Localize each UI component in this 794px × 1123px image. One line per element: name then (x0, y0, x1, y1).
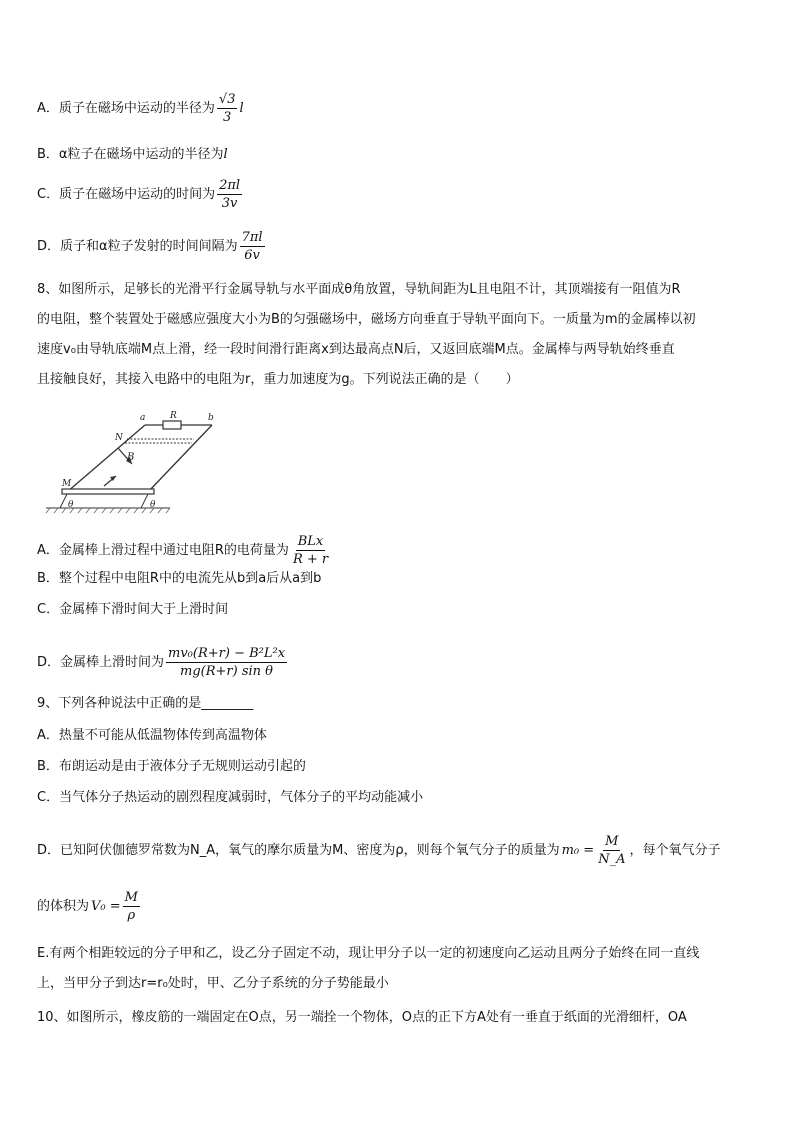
q8-rail-diagram (40, 408, 230, 516)
label-n: N (115, 433, 123, 443)
q9-option-a: A．热量不可能从低温物体传到高温物体 (37, 728, 267, 743)
q9-option-b: B．布朗运动是由于液体分子无规则运动引起的 (37, 759, 306, 774)
q8-a-fraction: $\frac{\text{BLx}}{R + r}$ (292, 534, 329, 567)
q7-d-fraction: $\frac{7\pi l}{6v}$ (241, 230, 263, 263)
q7-c-fraction: $\frac{2\pi l}{3v}$ (219, 178, 241, 211)
q8-option-c: C．金属棒下滑时间大于上滑时间 (37, 602, 229, 617)
q7-option-d: D．质子和α粒子发射的时间间隔为 $\frac{7\pi l}{6v}$ (37, 230, 263, 263)
q7-option-c: C．质子在磁场中运动的时间为 $\frac{2\pi l}{3v}$ (37, 178, 241, 211)
label-m: M (62, 479, 72, 489)
q9-d-mass-fraction: $\frac{M}{N\_A}$ (598, 834, 626, 867)
resistor-r (163, 421, 181, 429)
metal-bar-m (62, 489, 154, 494)
q8-option-d: D．金属棒上滑时间为 $\frac{\text{mv₀(R+r) − B²L²x}}{\text{mg(R+r) sin θ}}$ (37, 646, 286, 679)
q7-option-a: A．质子在磁场中运动的半径为 $\frac{√3}{3}$ l (37, 92, 244, 125)
label-b: b (208, 413, 214, 423)
label-r: R (170, 411, 177, 421)
q9-option-e: E.有两个相距较远的分子甲和乙，设乙分子固定不动，现让甲分子以一定的初速度向乙运动且两分子始终在同一直线 上，当甲分子到达r=r₀处时，甲、乙分子系统的分子势能最小 (37, 946, 700, 991)
q9-option-d: D．已知阿伏伽德罗常数为N_A，氧气的摩尔质量为M、密度为ρ，则每个氧气分子的质量为 m₀ = $\frac{M}{N\_A}$ ，每个氧气分子 (37, 834, 721, 867)
label-a: a (140, 413, 146, 423)
label-b-field: B (127, 452, 135, 463)
q9-option-c: C．当气体分子热运动的剧烈程度减弱时，气体分子的平均动能减小 (37, 790, 424, 805)
label-theta-right: θ (150, 500, 156, 510)
q9-stem: 9、下列各种说法中正确的是________ (37, 696, 254, 711)
q8-option-a: A．金属棒上滑过程中通过电阻R的电荷量为 $\frac{\text{BLx}}{R + r}$ (37, 534, 329, 567)
q10-stem: 10、如图所示，橡皮筋的一端固定在O点，另一端拴一个物体，O点的正下方A处有一垂直于纸面的光滑细杆，OA (37, 1010, 687, 1025)
q8-d-fraction: $\frac{\text{mv₀(R+r) − B²L²x}}{\text{mg(R+r) sin θ}}$ (168, 646, 286, 679)
q9-d-volume-fraction: $\frac{M}{\rho}$ (124, 890, 138, 923)
q9-option-d-line2: 的体积为 V₀ = $\frac{M}{\rho}$ (37, 890, 138, 923)
q7-option-b: B．α粒子在磁场中运动的半径为 l (37, 147, 228, 162)
q8-option-b: B．整个过程中电阻R中的电流先从b到a后从a到b (37, 571, 322, 586)
q8-stem: 8、如图所示，足够长的光滑平行金属导轨与水平面成θ角放置，导轨间距为L且电阻不计，其顶端接有一阻值为R 的电阻，整个装置处于磁感应强度大小为B的匀强磁场中，磁场方向垂直于导轨平面向下。一质量为m的金属棒以初 速度v₀由导轨底端M点上滑，经一段时间滑行距离x到达最高点N后，又返回底端M点。金属棒与两导轨始终垂直 且接触良好，其接入电路中的电阻为r，重力加速度为g。下列说法正确的是（ ） (37, 282, 696, 387)
label-theta-left: θ (68, 500, 74, 510)
q7-a-fraction: $\frac{√3}{3}$ (218, 92, 236, 125)
